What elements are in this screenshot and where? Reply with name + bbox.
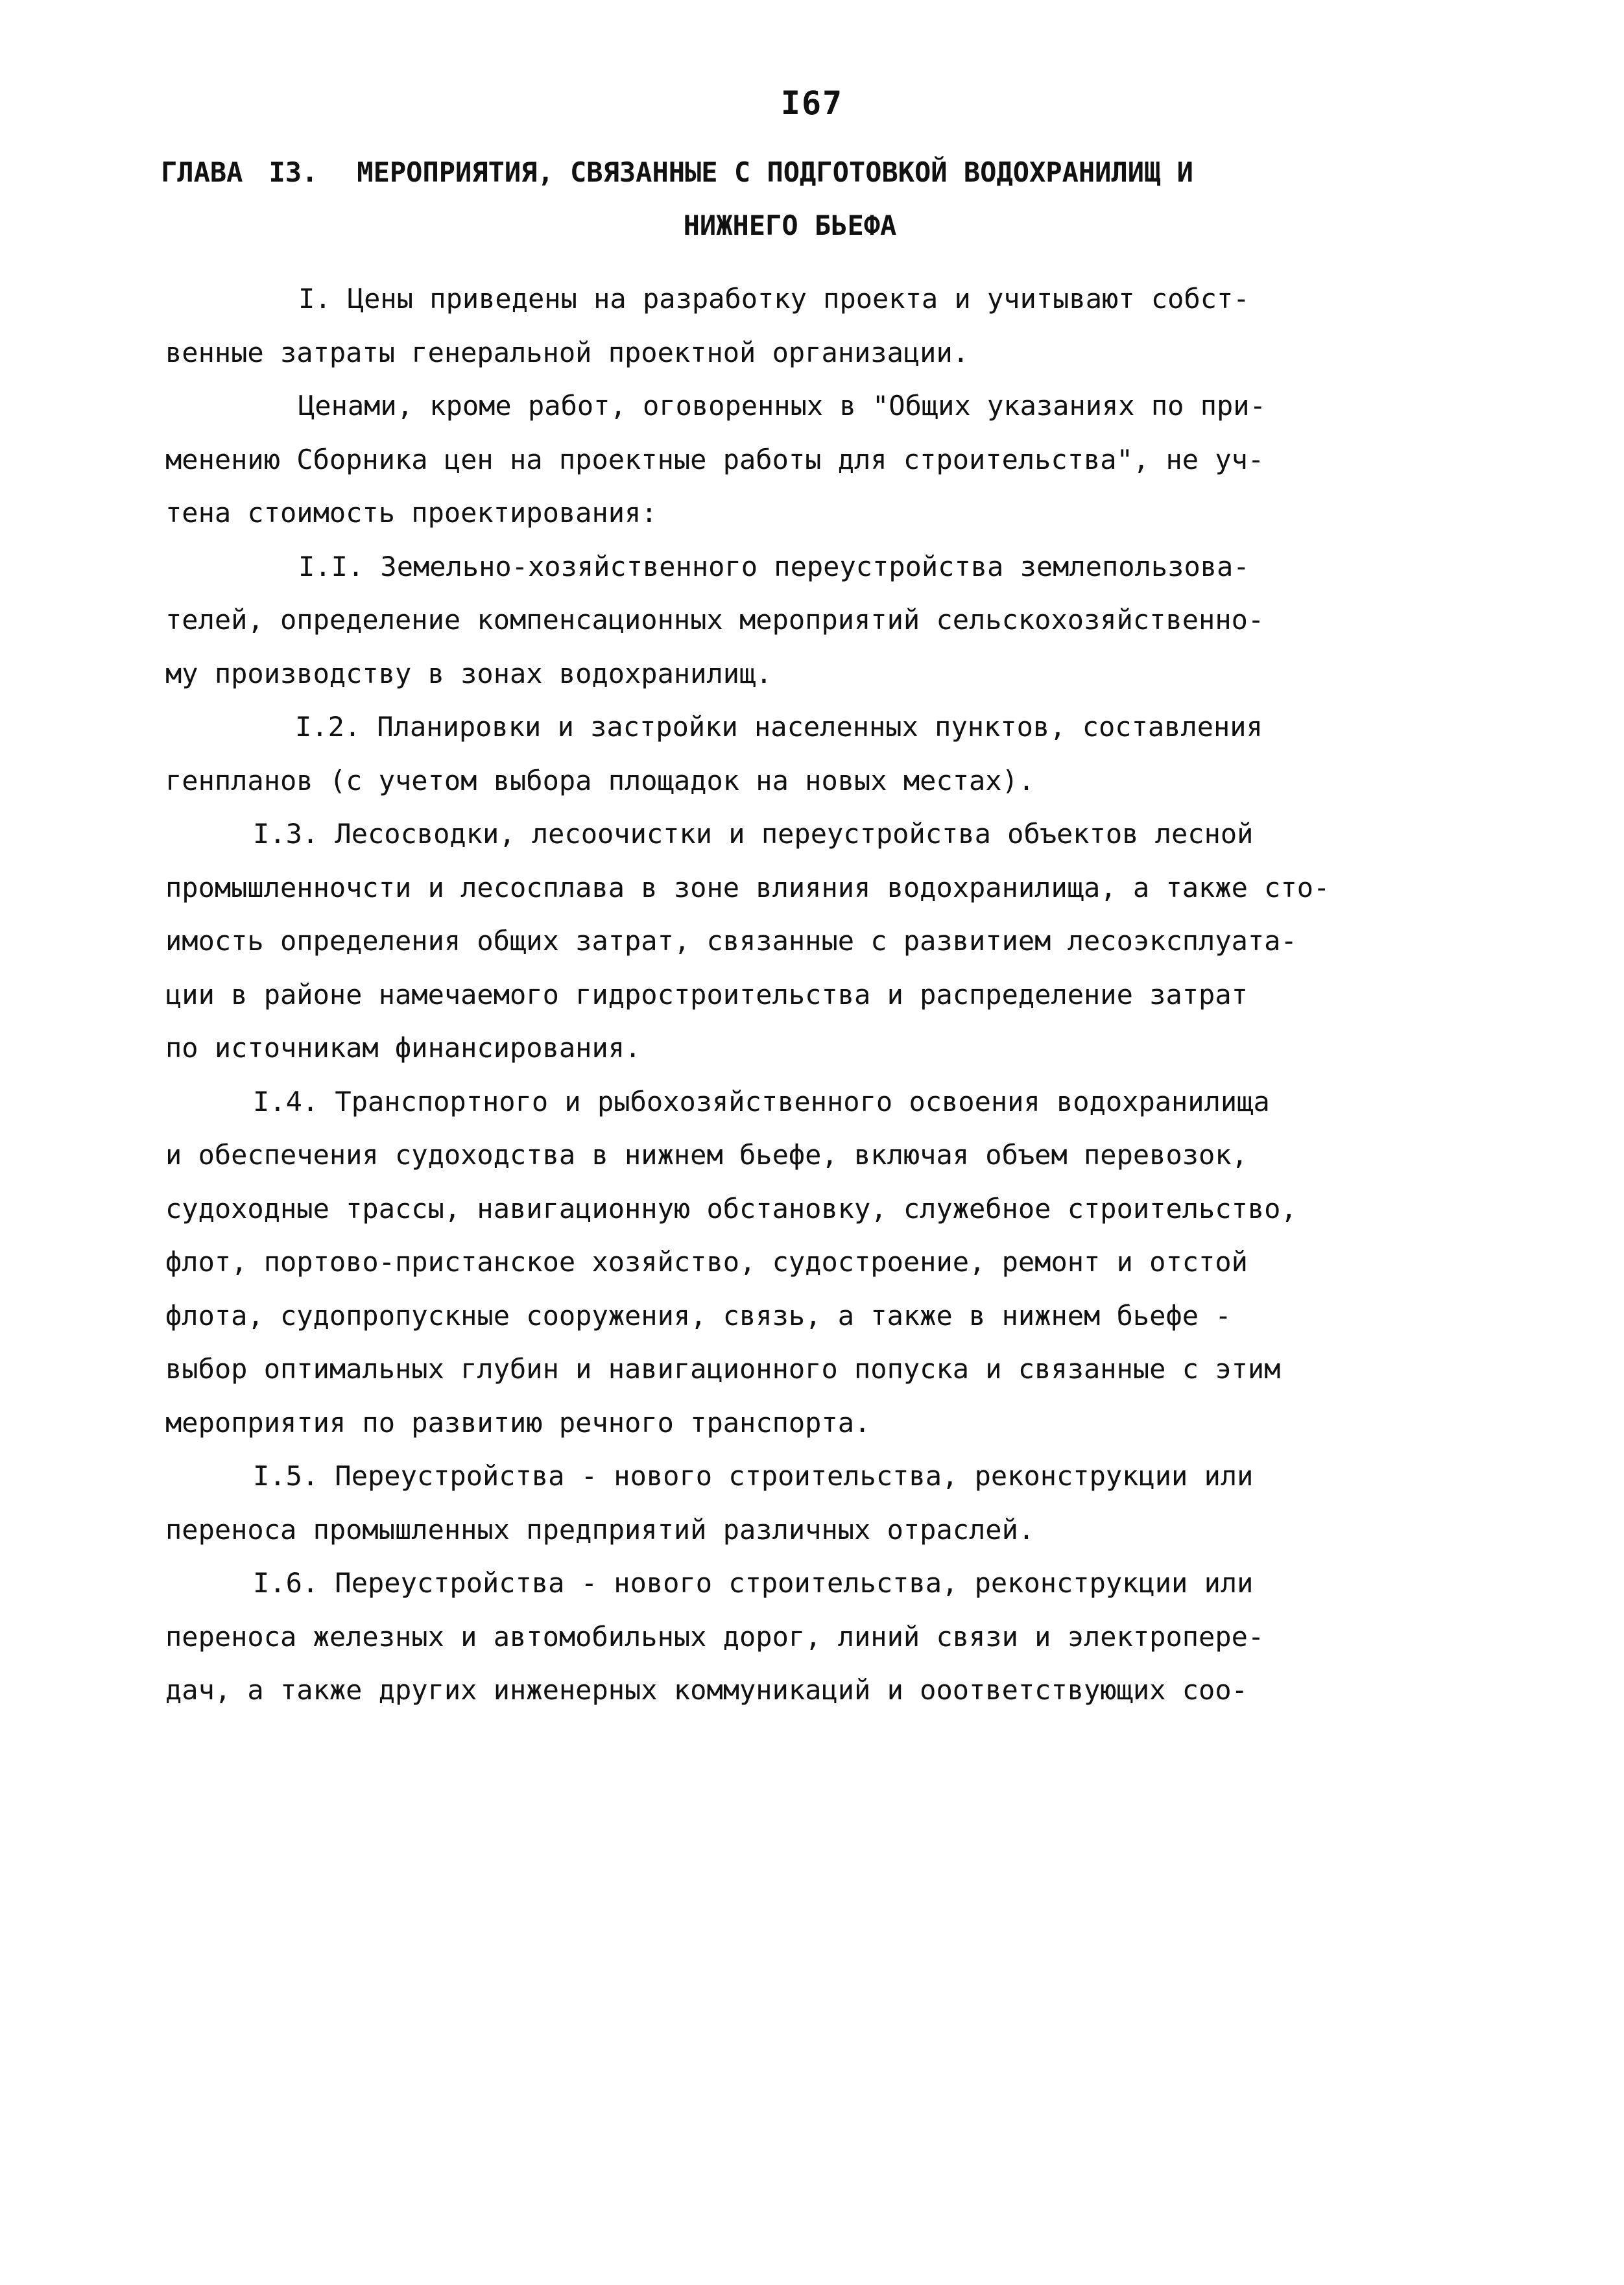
text-line: по источникам финансирования. xyxy=(165,1032,641,1064)
text-line: телей, определение компенсационных мероприятий сельскохозяйственно- xyxy=(165,604,1265,636)
text-line: промышленночсти и лесосплава в зоне влияния водохранилища, а также сто- xyxy=(165,871,1330,903)
text-line: I.I. Земельно-хозяйственного переустройства землепользова- xyxy=(298,550,1250,582)
text-line: I.6. Переустройства - нового строительства, реконструкции или xyxy=(253,1567,1254,1599)
text-line: менению Сборника цен на проектные работы для строительства", не уч- xyxy=(165,443,1265,475)
text-line: ции в районе намечаемого гидростроительства и распределение затрат xyxy=(165,978,1248,1011)
chapter-title-line-2: НИЖНЕГО БЬЕФА xyxy=(683,209,897,241)
text-line: судоходные трассы, навигационную обстановку, служебное строительство, xyxy=(165,1192,1297,1225)
text-line: генпланов (с учетом выбора площадок на новых местах). xyxy=(165,764,1035,796)
text-line: и обеспечения судоходства в нижнем бьефе, включая объем перевозок, xyxy=(165,1139,1248,1171)
text-line: I.3. Лесосводки, лесоочистки и переустройства объектов лесной xyxy=(253,818,1254,850)
chapter-number: I3. xyxy=(269,156,318,188)
text-line: флот, портово-пристанское хозяйство, судостроение, ремонт и отстой xyxy=(165,1246,1248,1278)
chapter-label: ГЛАВА xyxy=(161,156,243,188)
page-number: I67 xyxy=(780,84,844,122)
text-line: переноса промышленных предприятий различных отраслей. xyxy=(165,1513,1035,1546)
text-line: венные затраты генеральной проектной организации. xyxy=(165,336,970,368)
text-line: тена стоимость проектирования: xyxy=(165,497,658,529)
text-line: Ценами, кроме работ, оговоренных в "Общих указаниях по при- xyxy=(298,390,1266,422)
text-line: переноса железных и автомобильных дорог, линий связи и электропере- xyxy=(165,1620,1265,1653)
body-text xyxy=(165,272,1359,1717)
text-line: дач, а также других инженерных коммуникаций и ооответствующих соо- xyxy=(165,1674,1248,1706)
text-line: I. Цены приведены на разработку проекта и учитывают собст- xyxy=(298,283,1250,315)
chapter-heading-line-1 xyxy=(161,146,1361,199)
text-line: мероприятия по развитию речного транспорта. xyxy=(165,1406,871,1439)
text-line: выбор оптимальных глубин и навигационного попуска и связанные с этим xyxy=(165,1353,1281,1385)
text-line: имость определения общих затрат, связанные с развитием лесоэксплуата- xyxy=(165,925,1297,957)
chapter-title-line-1: МЕРОПРИЯТИЯ, СВЯЗАННЫЕ С ПОДГОТОВКОЙ ВОДОХРАНИЛИЩ И xyxy=(357,156,1193,188)
text-line: I.5. Переустройства - нового строительства, реконструкции или xyxy=(253,1460,1254,1492)
text-line: флота, судопропускные сооружения, связь, а также в нижнем бьефе - xyxy=(165,1299,1232,1332)
text-line: I.2. Планировки и застройки населенных пунктов, составления xyxy=(295,711,1263,743)
chapter-heading xyxy=(161,146,1361,252)
text-line: му производству в зонах водохранилищ. xyxy=(165,657,772,689)
text-line: I.4. Транспортного и рыбохозяйственного освоения водохранилища xyxy=(253,1085,1270,1118)
